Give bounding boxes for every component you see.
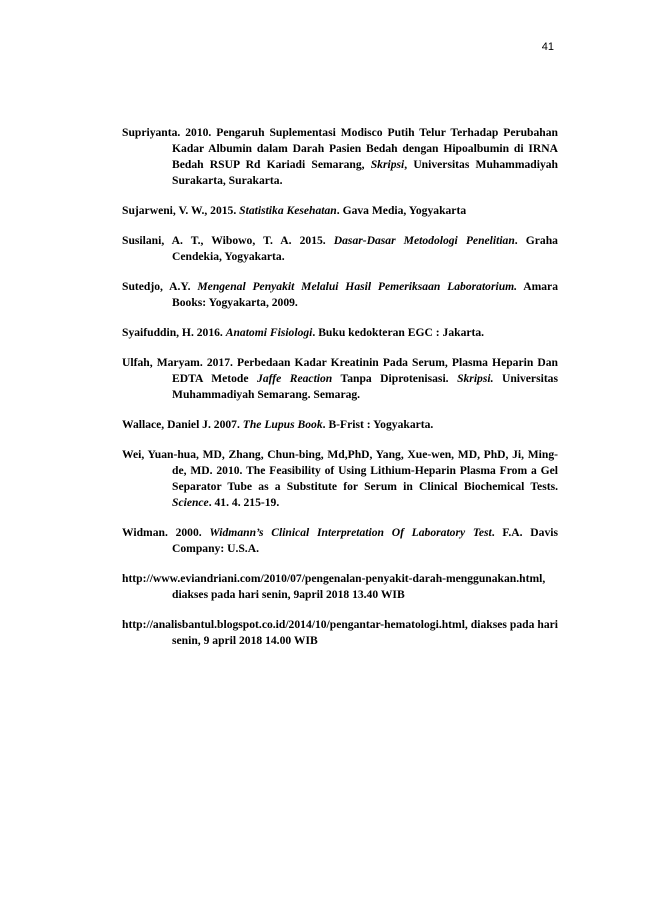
- reference-text: . Gava Media, Yogyakarta: [336, 204, 467, 217]
- reference-text: . B-Frist : Yogyakarta.: [322, 418, 434, 431]
- reference-title: Skripsi: [370, 158, 405, 171]
- reference-text: Syaifuddin, H. 2016.: [122, 326, 226, 339]
- reference-text: Supriyanta. 2010. Pengaruh Suplementasi Modisco Putih Telur Terhadap Perubahan Kadar Albumin dalam Darah Pasien Bedah dengan Hipoalbumin di IRNA Bedah RSUP Rd Kariadi Semarang,: [122, 126, 558, 171]
- reference-entry: [122, 355, 558, 403]
- reference-entry: [122, 203, 558, 219]
- reference-title: Widmann’s Clinical Interpretation Of Laboratory Test: [209, 526, 492, 539]
- reference-text: . Graha Cendekia, Yogyakarta.: [172, 234, 558, 263]
- reference-text: Tanpa Diprotenisasi.: [332, 372, 458, 385]
- reference-text: Widman. 2000.: [122, 526, 210, 539]
- reference-text: . Buku kedokteran EGC : Jakarta.: [312, 326, 485, 339]
- reference-text: Universitas Muhammadiyah Semarang. Semarag.: [172, 372, 558, 401]
- reference-text: Wallace, Daniel J. 2007.: [122, 418, 243, 431]
- reference-title: Mengenal Penyakit Melalui Hasil Pemeriksaan Laboratorium.: [197, 280, 518, 293]
- reference-entry: [122, 325, 558, 341]
- page-number: 41: [541, 41, 554, 53]
- reference-title: Dasar-Dasar Metodologi Penelitian: [333, 234, 515, 247]
- reference-entry: [122, 617, 558, 649]
- reference-text: Amara Books: Yogyakarta, 2009.: [172, 280, 558, 309]
- reference-title: Skripsi.: [457, 372, 494, 385]
- reference-text: . 41. 4. 215-19.: [208, 496, 280, 509]
- reference-text: . F.A. Davis Company: U.S.A.: [172, 526, 558, 555]
- reference-entry: [122, 525, 558, 557]
- reference-title: Science: [172, 496, 209, 509]
- reference-list: [122, 125, 558, 663]
- reference-title: Statistika Kesehatan: [239, 204, 337, 217]
- reference-entry: [122, 417, 558, 433]
- reference-text: Susilani, A. T., Wibowo, T. A. 2015.: [122, 234, 334, 247]
- reference-text: Sutedjo, A.Y.: [122, 280, 198, 293]
- reference-text: , Universitas Muhammadiyah Surakarta, Surakarta.: [172, 158, 558, 187]
- reference-text: http://www.eviandriani.com/2010/07/pengenalan-penyakit-darah-menggunakan.html, diakses pada hari senin, 9april 2018 13.40 WIB: [122, 572, 546, 601]
- reference-title: The Lupus Book: [242, 418, 323, 431]
- reference-text: Sujarweni, V. W., 2015.: [122, 204, 240, 217]
- reference-entry: [122, 125, 558, 189]
- reference-entry: [122, 279, 558, 311]
- reference-entry: [122, 233, 558, 265]
- reference-title: Jaffe Reaction: [257, 372, 333, 385]
- reference-title: Anatomi Fisiologi: [225, 326, 313, 339]
- reference-text: http://analisbantul.blogspot.co.id/2014/10/pengantar-hematologi.html, diakses pada hari senin, 9 april 2018 14.00 WIB: [122, 618, 558, 647]
- reference-entry: [122, 571, 558, 603]
- reference-entry: [122, 447, 558, 511]
- reference-text: Wei, Yuan-hua, MD, Zhang, Chun-bing, Md,PhD, Yang, Xue-wen, MD, PhD, Ji, Ming-de, MD. 2010. The Feasibility of Using Lithium-Heparin Plasma From a Gel Separator Tube as a Substitute for Serum in Clinical Biochemical Tests.: [122, 448, 558, 493]
- reference-text: Ulfah, Maryam. 2017. Perbedaan Kadar Kreatinin Pada Serum, Plasma Heparin Dan EDTA Metode: [122, 356, 558, 385]
